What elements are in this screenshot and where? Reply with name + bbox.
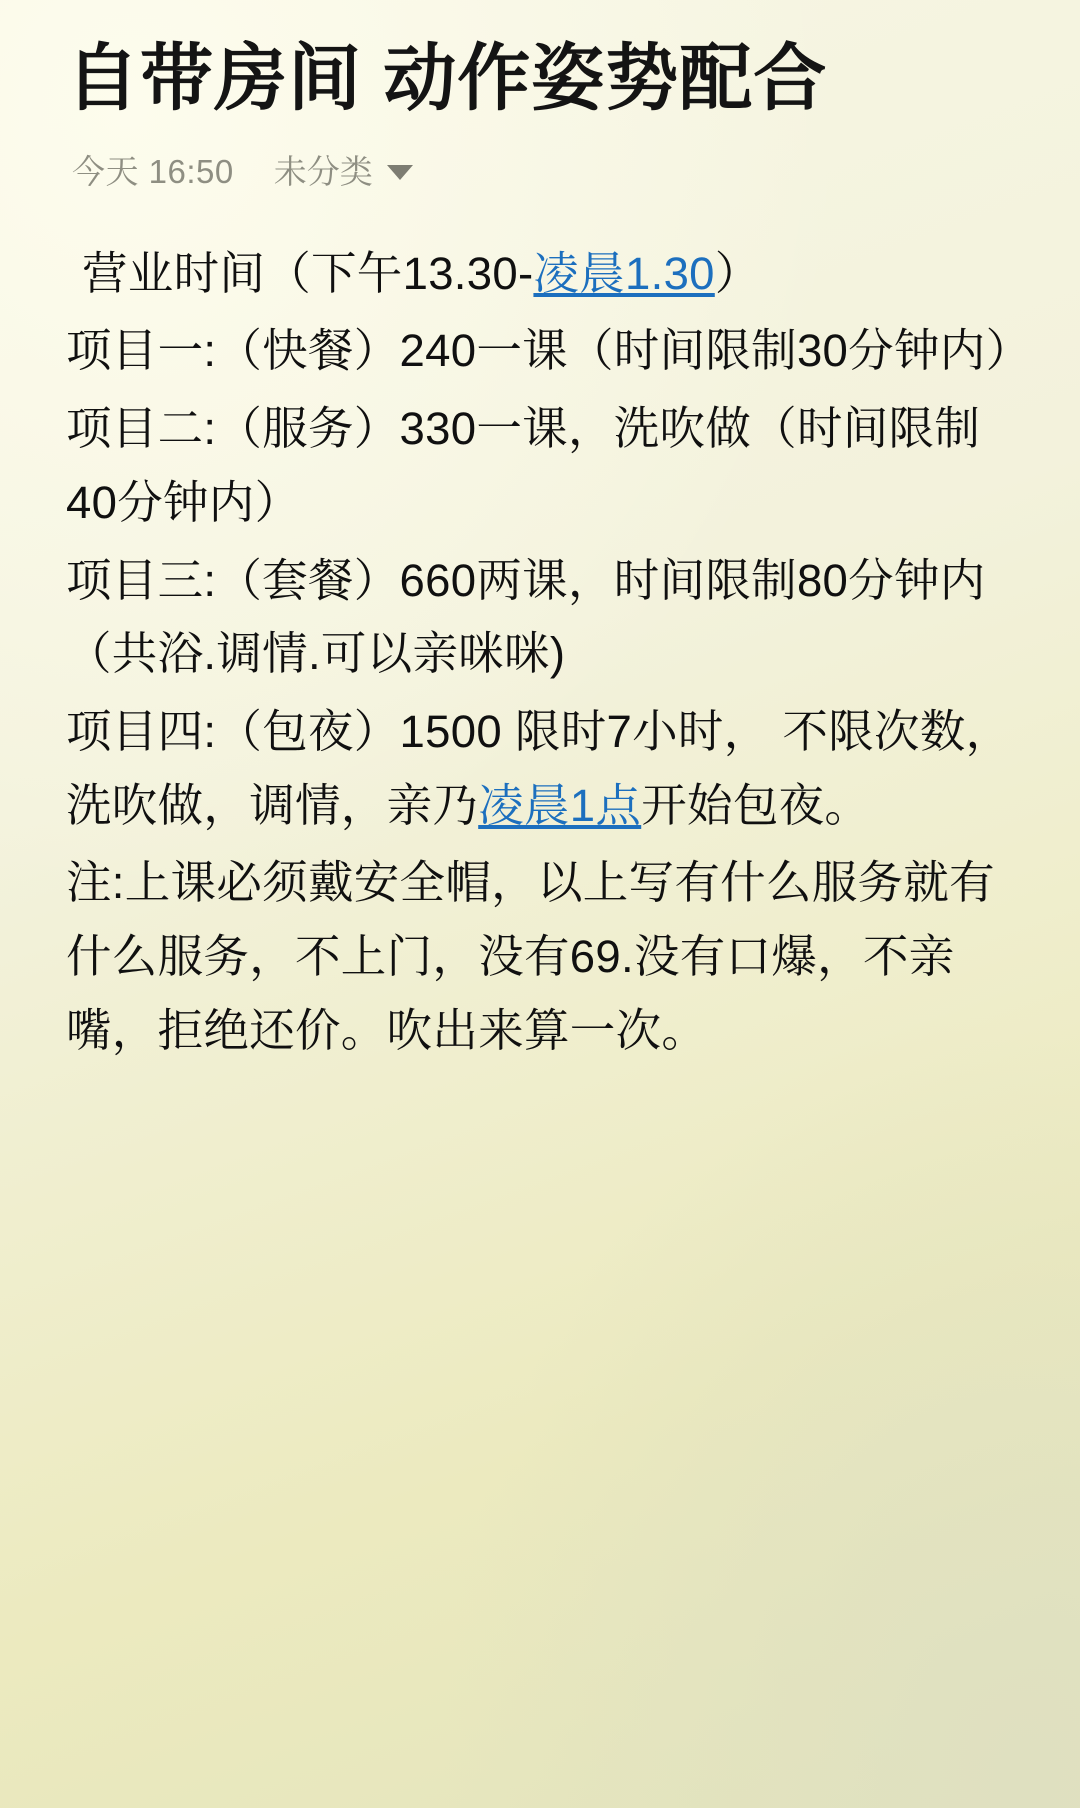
item-4-link[interactable]: 凌晨1点 bbox=[478, 779, 642, 831]
note-line-item-3: 项目三:（套餐）660两课，时间限制80分钟内（共浴.调情.可以亲咪咪) bbox=[66, 554, 986, 680]
item-4-prefix: 项目四:（包夜）1500 限时7小时， 不限次数，洗吹做，调情，亲乃 bbox=[66, 705, 1012, 831]
note-line-business-hours bbox=[66, 237, 1014, 311]
note-timestamp: 今天 16:50 bbox=[72, 152, 234, 190]
note-line-item-4 bbox=[66, 695, 1014, 842]
item-4-suffix: 开始包夜。 bbox=[641, 779, 871, 831]
chevron-down-icon bbox=[387, 165, 413, 180]
business-hours-link[interactable]: 凌晨1.30 bbox=[533, 247, 715, 299]
folder-selector[interactable] bbox=[274, 146, 413, 193]
page-title: 自带房间 动作姿势配合 bbox=[66, 38, 828, 119]
business-hours-prefix: 营业时间（下午13.30- bbox=[82, 247, 534, 299]
note-body[interactable] bbox=[66, 237, 1032, 1068]
note-line-item-2: 项目二:（服务）330一课，洗吹做（时间限制40分钟内） bbox=[66, 403, 981, 528]
note-line-item-1: 项目一:（快餐）240一课（时间限制30分钟内） bbox=[66, 325, 1032, 377]
note-line-disclaimer: 注:上课必须戴安全帽，以上写有什么服务就有什么服务，不上门，没有69.没有口爆，不亲嘴，拒绝还价。吹出来算一次。 bbox=[66, 857, 995, 1056]
business-hours-suffix: ） bbox=[714, 247, 761, 299]
note-meta-row bbox=[66, 146, 1014, 193]
folder-label: 未分类 bbox=[273, 152, 373, 190]
